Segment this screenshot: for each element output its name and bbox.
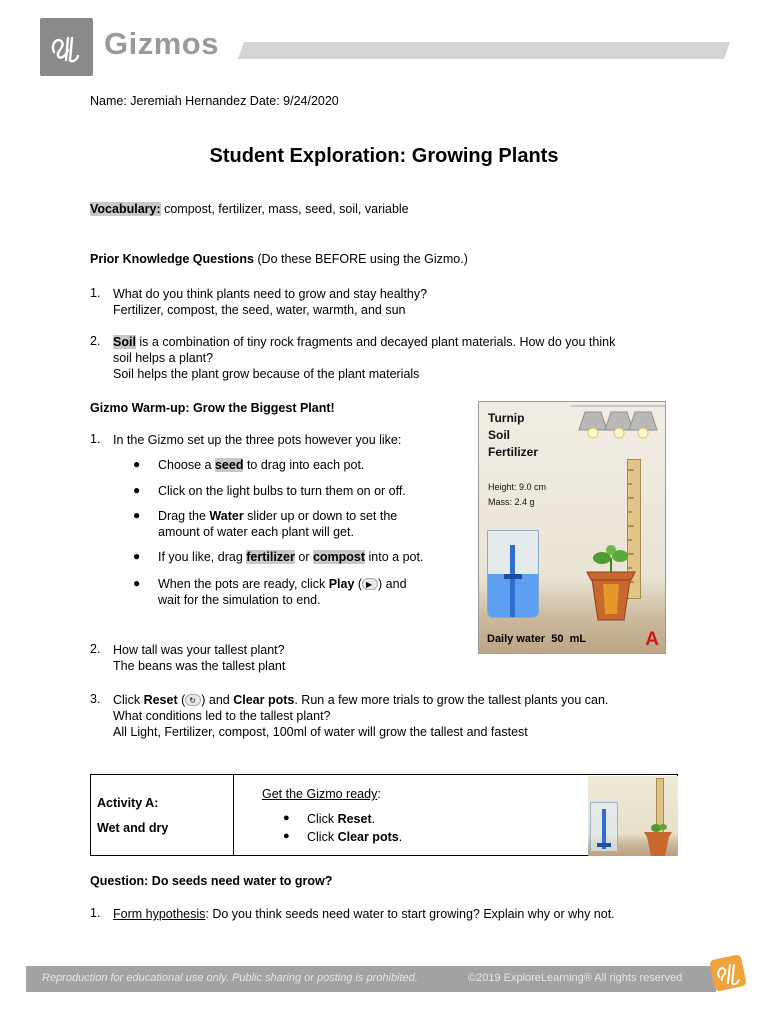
explorelearning-el-logo-icon (48, 30, 86, 64)
ready-step-clear: Click Clear pots. (307, 830, 403, 844)
ready-step-reset: Click Reset. (307, 812, 376, 826)
wu-bullet-seed: Choose a seed to drag into each pot. (158, 458, 365, 472)
wu-q3-number: 3. (90, 692, 101, 706)
warmup-title: Gizmo Warm-up: Grow the Biggest Plant! (90, 401, 335, 415)
pk-q2-number: 2. (90, 334, 101, 348)
wu-q2-question: How tall was your tallest plant? (113, 643, 285, 657)
pk-q2-answer: Soil helps the plant grow because of the plant materials (113, 367, 420, 381)
prior-knowledge-note: (Do these BEFORE using the Gizmo.) (253, 252, 468, 266)
vocabulary-line (90, 202, 409, 216)
wu-q2-answer: The beans was the tallest plant (113, 659, 286, 673)
thumb-beaker (590, 802, 618, 852)
pk-q2-question-b: soil helps a plant? (113, 351, 214, 365)
question-a-heading: Question: Do seeds need water to grow? (90, 874, 333, 888)
wu-bullet-water: Drag the Water slider up or down to set the amount of water each plant will get. (158, 509, 398, 539)
wu-bullet-lights: Click on the light bulbs to turn them on or off. (158, 484, 406, 498)
pk-q2 (113, 334, 615, 382)
water-slider-track (510, 545, 515, 618)
bullet-dot: ● (133, 457, 141, 471)
grow-lamps-icon (571, 402, 666, 446)
pk-q2-question-a: is a combination of tiny rock fragments and decayed plant materials. How do you think (135, 335, 616, 349)
wu-q1-number: 1. (90, 432, 101, 446)
footer-bar (26, 966, 716, 992)
activity-label: Activity A: (97, 796, 159, 810)
footer-copyright: ©2019 ExploreLearning® All rights reserved (468, 972, 683, 984)
pot-letter: A (645, 629, 659, 650)
header-decorative-bar (238, 42, 730, 59)
pk-q1-answer: Fertilizer, compost, the seed, water, warmth, and sun (113, 303, 406, 317)
wu-q3-line2: What conditions led to the tallest plant? (113, 709, 331, 723)
page-title: Student Exploration: Growing Plants (209, 145, 559, 167)
play-icon: ▶ (362, 578, 378, 590)
student-name-date: Name: Jeremiah Hernandez Date: 9/24/2020 (90, 94, 339, 108)
sim-substrate-label: Soil (488, 428, 511, 442)
pk-q1-question: What do you think plants need to grow and stay healthy? (113, 287, 428, 301)
bullet-dot: ● (133, 576, 141, 590)
daily-water-readout: Daily water 50 mL (487, 633, 587, 645)
gizmo-simulation-image (478, 401, 666, 654)
sim-mass: Mass: 2.4 g (488, 497, 535, 507)
thumb-pot-icon (642, 822, 674, 856)
wu-bullet-play: When the pots are ready, click Play ( ▶ ) and wait for the simulation to end. (158, 577, 407, 607)
bullet-dot: ● (283, 830, 290, 842)
bullet-dot: ● (133, 549, 141, 563)
wu-bullet-fertilizer: If you like, drag fertilizer or compost into a pot. (158, 550, 424, 564)
qa-q1: Form hypothesis: Do you think seeds need water to start growing? Explain why or why not. (113, 907, 615, 921)
activity-name: Wet and dry (97, 821, 169, 835)
vocabulary-terms: compost, fertilizer, mass, seed, soil, variable (160, 202, 409, 216)
sim-additive-label: Fertilizer (488, 445, 539, 459)
sim-plant-label: Turnip (488, 411, 525, 425)
prior-knowledge-title: Prior Knowledge Questions (90, 252, 254, 266)
qa-q1-number: 1. (90, 906, 101, 920)
activity-table (90, 774, 678, 856)
reset-icon: ↻ (185, 694, 201, 706)
vocabulary-label: Vocabulary: (90, 202, 161, 216)
activity-thumbnail-image (588, 776, 678, 856)
explorelearning-footer-logo-icon (708, 953, 748, 993)
bullet-dot: ● (133, 508, 141, 522)
bullet-dot: ● (133, 483, 141, 497)
wu-q1-text: In the Gizmo set up the three pots however you like: (113, 433, 402, 447)
warmup-heading (90, 401, 335, 415)
pk-q2-term: Soil (113, 335, 136, 349)
table-divider (233, 775, 234, 855)
gizmos-logo (40, 18, 93, 76)
water-beaker (487, 530, 539, 618)
wu-q3: Click Reset ( ↻ ) and Clear pots. Run a few more trials to grow the tallest plants you can. What conditions led to the tallest plant? All Light, Fertilizer, compost, 100ml of water will grow the tallest and fastest (113, 693, 609, 739)
footer-reproduction-note: Reproduction for educational use only. Public sharing or posting is prohibited. (42, 972, 418, 984)
pk-q1-number: 1. (90, 286, 101, 300)
potted-plant-icon (583, 542, 639, 622)
water-slider-handle (504, 574, 522, 579)
pk-q1 (113, 286, 427, 318)
sim-height: Height: 9.0 cm (488, 482, 547, 492)
prior-knowledge-heading (90, 252, 468, 266)
wu-q2-number: 2. (90, 642, 101, 656)
wu-q3-answer: All Light, Fertilizer, compost, 100ml of water will grow the tallest and fastest (113, 725, 528, 739)
wu-q2 (113, 642, 285, 674)
brand-name: Gizmos (104, 26, 219, 61)
bullet-dot: ● (283, 812, 290, 824)
ready-heading: Get the Gizmo ready: (262, 787, 381, 801)
